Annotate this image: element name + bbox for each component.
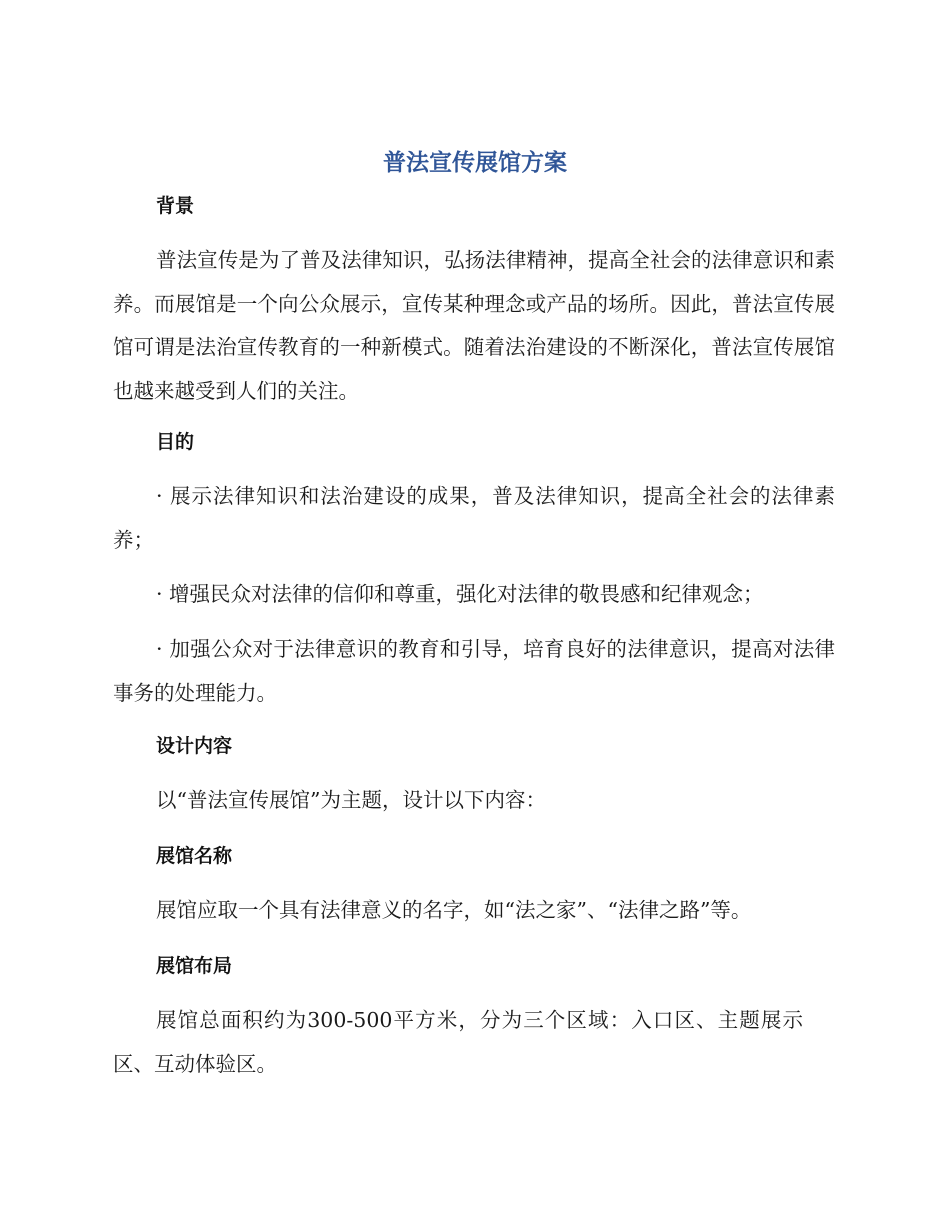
layout-paragraph: 展馆总面积约为300-500平方米，分为三个区域：入口区、主题展示区、互动体验区。 bbox=[113, 1008, 803, 1076]
background-paragraph: 普法宣传是为了普及法律知识，弘扬法律精神，提高全社会的法律意识和素养。而展馆是一个向公众展示，宣传某种理念或产品的场所。因此，普法宣传展馆可谓是法治宣传教育的一种新模式。随着法治建设的不断深化，普法宣传展馆也越来越受到人们的关注。 bbox=[113, 248, 835, 403]
purpose-item-3: · 加强公众对于法律意识的教育和引导，培育良好的法律意识，提高对法律事务的处理能力。 bbox=[113, 637, 835, 705]
name-paragraph: 展馆应取一个具有法律意义的名字，如“法之家”、“法律之路”等。 bbox=[156, 898, 752, 922]
purpose-item-1: · 展示法律知识和法治建设的成果，普及法律知识，提高全社会的法律素养； bbox=[113, 484, 835, 552]
purpose-item-2: · 增强民众对法律的信仰和尊重，强化对法律的敬畏感和纪律观念； bbox=[156, 582, 764, 606]
section-heading-design: 设计内容 bbox=[156, 735, 233, 757]
section-heading-layout: 展馆布局 bbox=[156, 955, 233, 977]
design-intro: 以“普法宣传展馆”为主题，设计以下内容： bbox=[156, 788, 546, 812]
section-heading-background: 背景 bbox=[156, 195, 195, 217]
section-heading-name: 展馆名称 bbox=[156, 845, 233, 867]
document-title: 普法宣传展馆方案 bbox=[383, 150, 567, 176]
section-heading-purpose: 目的 bbox=[156, 431, 195, 453]
